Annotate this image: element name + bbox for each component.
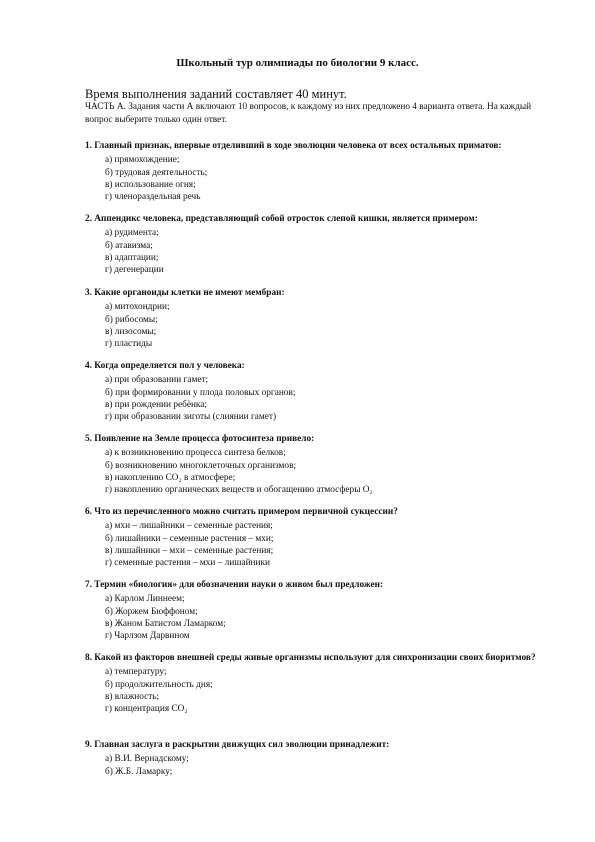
question-1 [85, 140, 545, 203]
question-7 [85, 579, 545, 642]
answer-option: в) при рождении ребёнка; [105, 399, 208, 410]
document-title: Школьный тур олимпиады по биологии 9 класс. [176, 57, 419, 69]
answer-option: г) концентрация CO₂ [105, 704, 188, 715]
question-3 [85, 287, 545, 350]
answer-option: б) трудовая деятельность; [105, 167, 208, 178]
answer-option: б) возникновению многоклеточных организмов; [105, 460, 297, 471]
answer-option: а) прямохождение; [105, 155, 180, 166]
answer-option: в) лишайники – мхи – семенные растения; [105, 545, 274, 556]
answer-option: в) адаптации; [105, 252, 159, 263]
question-4 [85, 360, 545, 423]
question-2 [85, 213, 545, 276]
answer-option: в) влажность; [105, 691, 160, 702]
answer-option: в) лизосомы; [105, 326, 157, 337]
answer-option: а) рудимента; [105, 228, 159, 239]
answer-option: б) Ж.Б. Ламарку; [105, 766, 173, 777]
question-5 [85, 433, 545, 496]
intro-paragraph: ЧАСТЬ А. Задания части А включают 10 вопросов, к каждому из них предложено 4 варианта ответа. На каждый вопрос выберите только один ответ. [85, 102, 532, 125]
question-8 [85, 652, 545, 715]
question-text: 4. Когда определяется пол у человека: [85, 361, 245, 371]
answer-option: а) В.И. Вернадскому; [105, 754, 189, 765]
answer-option: б) лишайники – семенные растения – мхи; [105, 533, 274, 544]
answer-option: г) пластиды [105, 339, 153, 350]
answer-option: в) накоплению CO₂ в атмосфере; [105, 472, 236, 483]
question-text: 3. Какие органоиды клетки не имеют мембран: [85, 288, 285, 298]
question-9 [85, 739, 545, 778]
answer-option: а) при образовании гамет; [105, 375, 209, 386]
question-text: 8. Какой из факторов внешней среды живые организмы используют для синхронизации своих биоритмов? [85, 653, 536, 663]
question-text: 7. Термин «биология» для обозначения науки о живом был предложен: [85, 580, 384, 590]
answer-option: б) при формировании у плода половых органов; [105, 387, 296, 398]
question-text: 2. Аппендикс человека, представляющий собой отросток слепой кишки, является примером: [85, 214, 478, 224]
answer-option: а) Карлом Линнеем; [105, 594, 185, 605]
question-text: 6. Что из перечисленного можно считать примером первичной сукцессии? [85, 507, 398, 517]
question-text: 5. Появление на Земле процесса фотосинтеза привело: [85, 434, 315, 444]
answer-option: в) использование огня; [105, 179, 196, 190]
answer-option: в) Жаном Батистом Ламарком; [105, 618, 226, 629]
answer-option: б) атавизма; [105, 240, 153, 251]
time-note: Время выполнения заданий составляет 40 минут. [85, 87, 347, 101]
answer-option: а) митохондрии; [105, 302, 170, 313]
answer-option: г) дегенерации [105, 265, 164, 276]
answer-option: б) рибосомы; [105, 314, 158, 325]
answer-option: б) продолжительность дня; [105, 679, 213, 690]
answer-option: а) мхи – лишайники – семенные растения; [105, 521, 273, 532]
question-6 [85, 506, 545, 569]
answer-option: а) к возникновению процесса синтеза белков; [105, 448, 286, 459]
answer-option: а) температуру; [105, 667, 167, 678]
answer-option: г) семенные растения – мхи – лишайники [105, 558, 270, 569]
answer-option: б) Жоржем Бюффоном; [105, 606, 198, 617]
answer-option: г) членораздельная речь [105, 192, 201, 203]
question-text: 9. Главная заслуга в раскрытии движущих сил эволюции принадлежит: [85, 740, 390, 750]
answer-option: г) накоплению органических веществ и обогащению атмосферы O₂ [105, 485, 373, 496]
answer-option: г) Чарлзом Дарвином [105, 631, 190, 642]
question-text: 1. Главный признак, впервые отделивший в ходе эволюции человека от всех остальных приматов: [85, 141, 502, 151]
answer-option: г) при образовании зиготы (слиянии гамет) [105, 412, 277, 423]
